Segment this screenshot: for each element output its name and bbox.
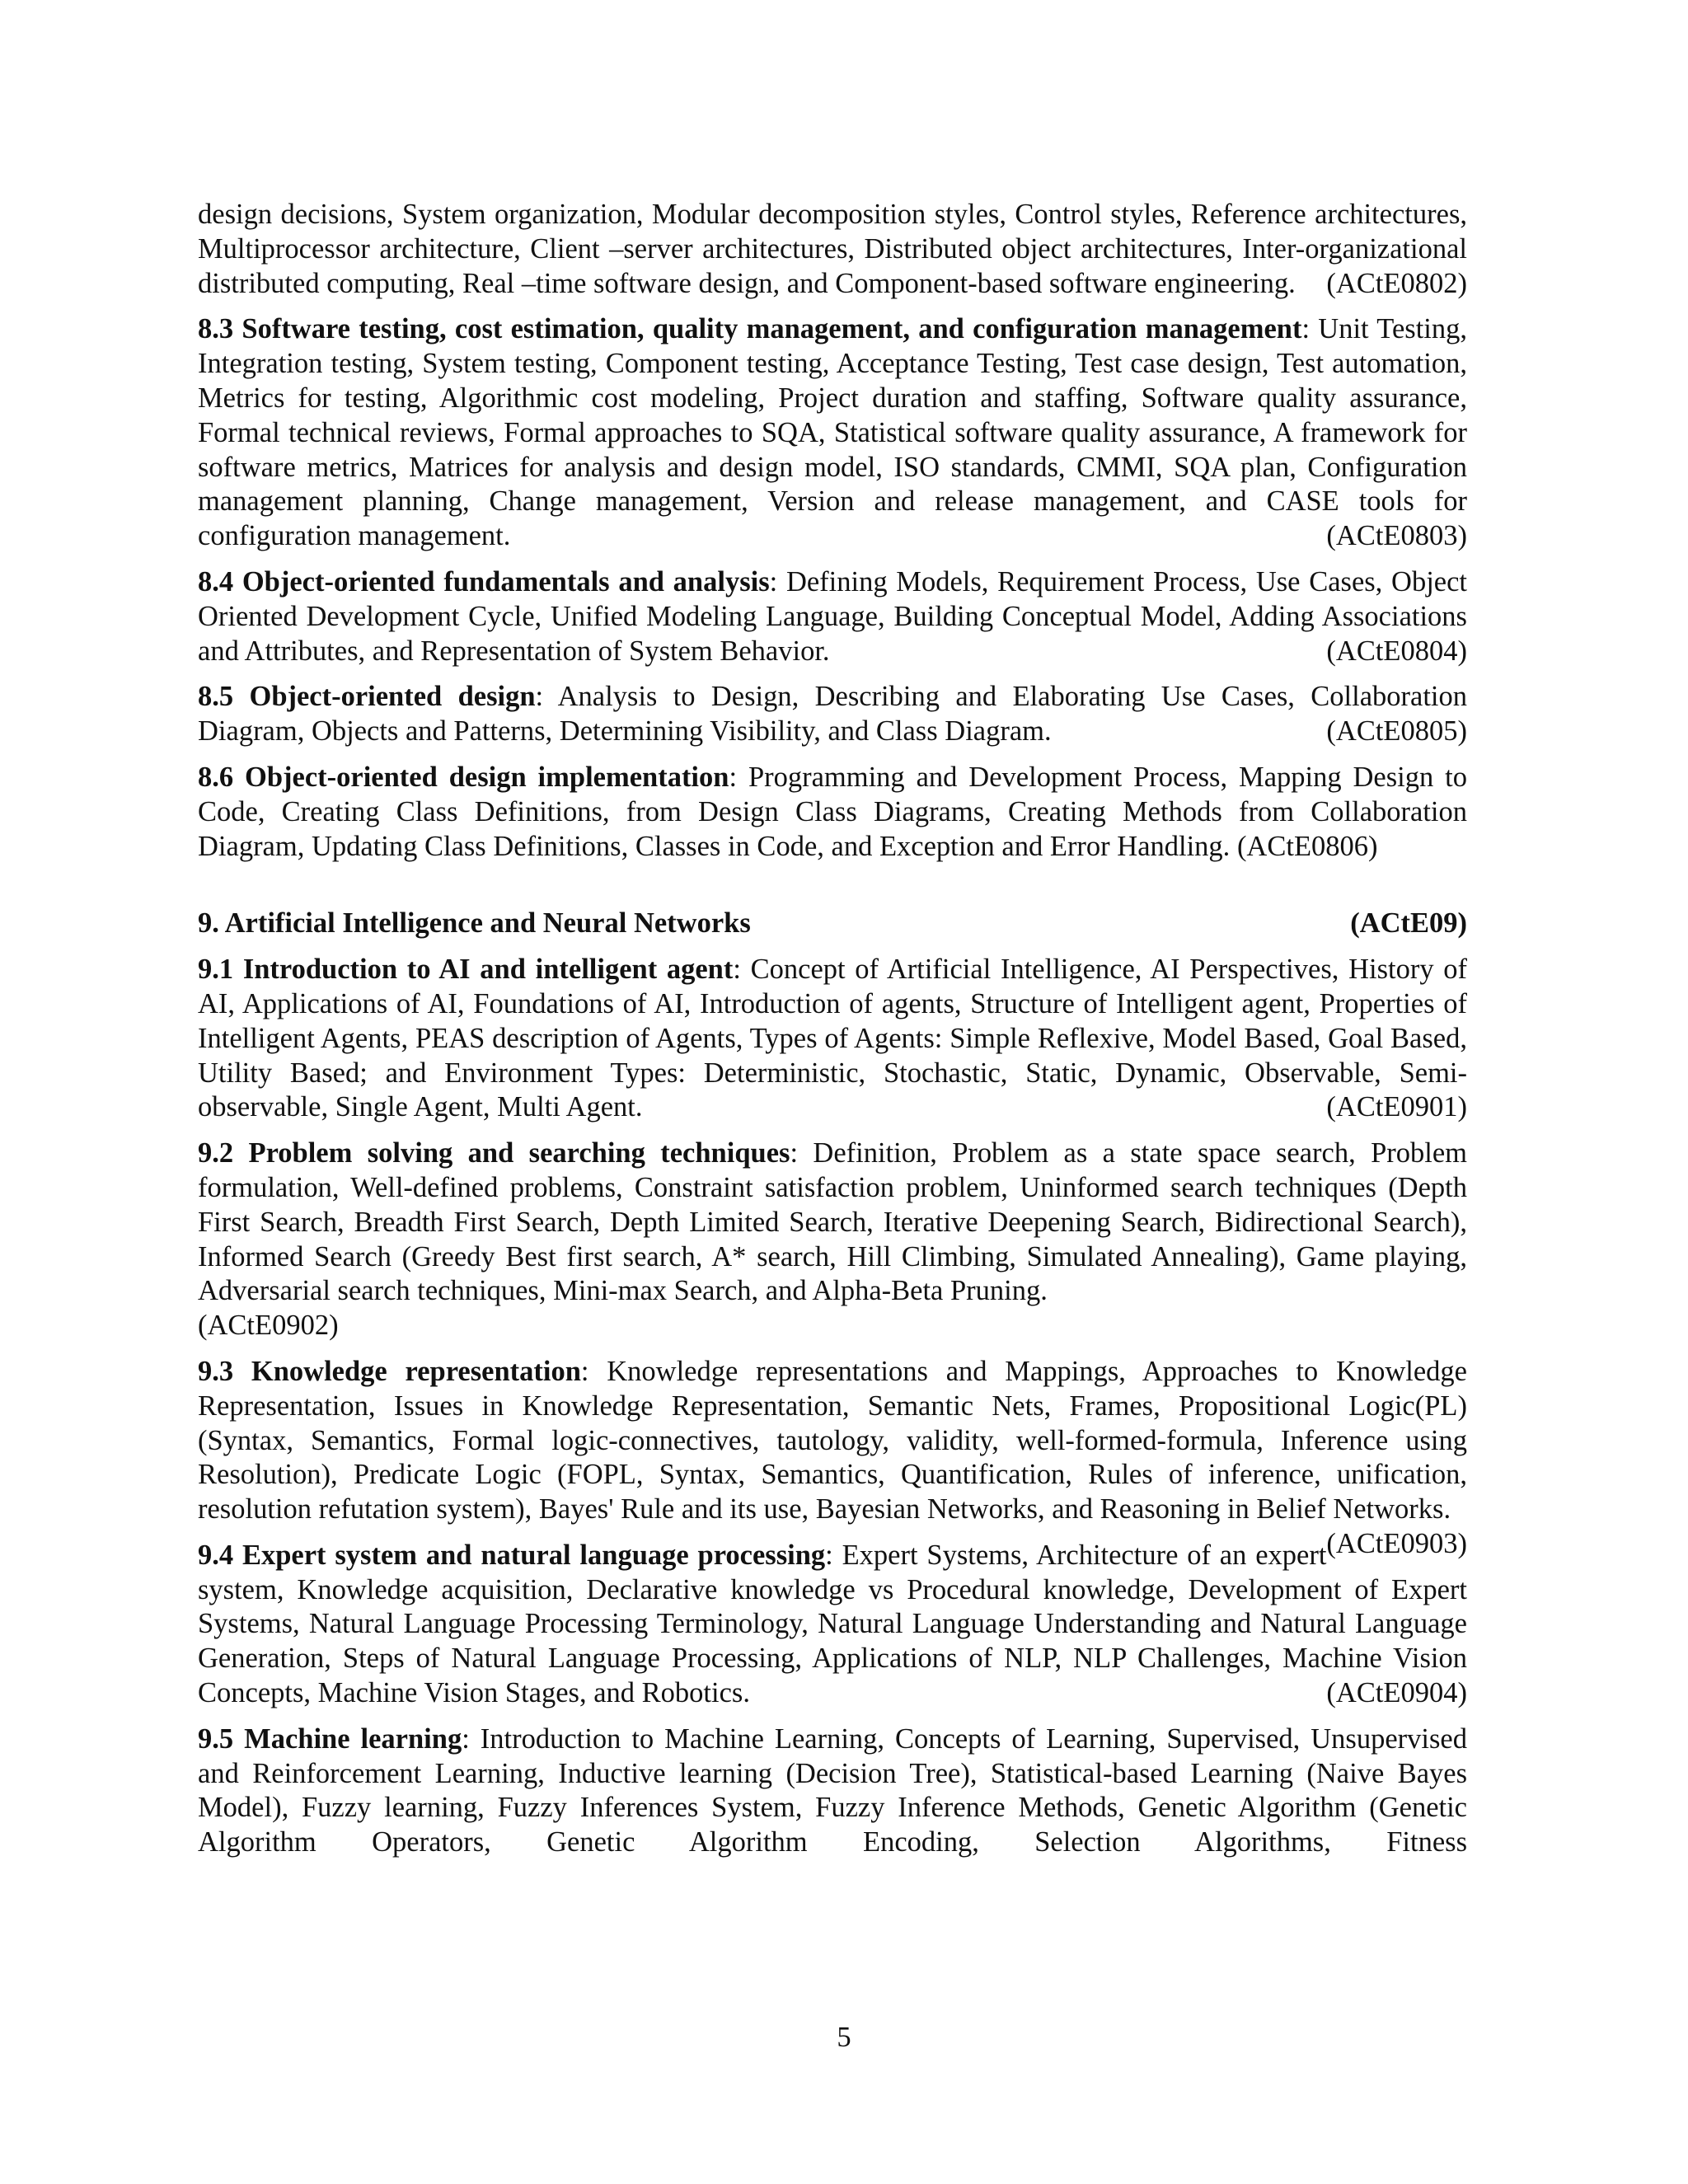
topic-8-5-text: : Analysis to Design, Describing and Elaborating Use Cases, Collaboration Diagram, Objects and Patterns, Determining Visibility, and Class Diagram. — [198, 681, 1468, 748]
topic-9-1-text: : Concept of Artificial Intelligence, AI Perspectives, History of AI, Applications of AI, Foundations of AI, Introduction of agents, Structure of Intelligent agent, Properties of Intelligent Agents, PEAS description of Agents, Types of Agents: Simple Reflexive, Model Based, Goal Based, Utility Based; and Environment Types: Deterministic, Stochastic, Static, Dynamic, Observable, Semi-observable, Single Agent, Multi Agent. — [198, 954, 1467, 1123]
topic-8-3 — [198, 312, 1467, 554]
topic-9-3-code: (ACtE0903) — [1326, 1527, 1467, 1559]
topic-9-4-text: : Expert Systems, Architecture of an expert system, Knowledge acquisition, Declarative knowledge vs Procedural knowledge, Development of Expert Systems, Natural Language Processing Terminology, Natural Language Understanding and Natural Language Generation, Steps of Natural Language Processing, Applications of NLP, NLP Challenges, Machine Vision Concepts, Machine Vision Stages, and Robotics. — [198, 1539, 1467, 1709]
topic-9-2-code: (ACtE0902) — [198, 1310, 339, 1342]
topic-8-6-text: : Programming and Development Process, Mapping Design to Code, Creating Class Definitions, from Design Class Diagrams, Creating Methods from Collaboration Diagram, Updating Class Definitions, Classes in Code, and Exception and Error Handling. — [198, 761, 1467, 862]
topic-9-5 — [198, 1722, 1467, 1860]
topic-9-1-title: 9.1 Introduction to AI and intelligent agent — [198, 954, 734, 986]
topic-8-6-code: (ACtE0806) — [1236, 830, 1378, 862]
topic-8-5 — [198, 680, 1467, 749]
topic-8-4-title: 8.4 Object-oriented fundamentals and analysis — [198, 565, 770, 598]
topic-8-4 — [198, 565, 1467, 668]
document-page — [198, 198, 1467, 1860]
topic-8-6-title: 8.6 Object-oriented design implementation — [198, 761, 729, 793]
topic-9-1 — [198, 953, 1467, 1125]
topic-9-4-title: 9.4 Expert system and natural language processing — [198, 1539, 826, 1571]
section-9-code: (ACtE09) — [1350, 907, 1467, 940]
topic-8-6 — [198, 761, 1467, 864]
topic-8-3-title: 8.3 Software testing, cost estimation, quality management, and configuration management — [198, 313, 1302, 345]
section-9-heading — [198, 907, 1467, 941]
topic-9-1-code: (ACtE0901) — [1326, 1091, 1467, 1123]
topic-9-2-text: : Definition, Problem as a state space search, Problem formulation, Well-defined problems, Constraint satisfaction problem, Uninformed search techniques (Depth First Search, Breadth First Search, Depth Limited Search, Iterative Deepening Search, Bidirectional Search), Informed Search (Greedy Best first search, A* search, Hill Climbing, Simulated Annealing), Game playing, Adversarial search techniques, Mini-max Search, and Alpha-Beta Pruning. — [198, 1137, 1468, 1307]
topic-9-2-title: 9.2 Problem solving and searching techniques — [198, 1137, 790, 1169]
topic-9-2 — [198, 1137, 1467, 1343]
topic-8-5-code: (ACtE0805) — [1326, 715, 1467, 748]
topic-9-4 — [198, 1539, 1467, 1711]
topic-8-3-text: : Unit Testing, Integration testing, System testing, Component testing, Acceptance Testing, Test case design, Test automation, Metrics for testing, Algorithmic cost modeling, Project duration and staffing, Software quality assurance, Formal technical reviews, Formal approaches to SQA, Statistical software quality assurance, A framework for software metrics, Matrices for analysis and design model, ISO standards, CMMI, SQA plan, Configuration management planning, Change management, Version and release management, and CASE tools for configuration management. — [198, 313, 1467, 552]
intro-code: (ACtE0802) — [1326, 267, 1467, 299]
topic-9-5-title: 9.5 Machine learning — [198, 1722, 462, 1755]
topic-8-4-code: (ACtE0804) — [1326, 635, 1467, 667]
topic-9-4-code: (ACtE0904) — [1326, 1677, 1467, 1709]
topic-8-4-text: : Defining Models, Requirement Process, Use Cases, Object Oriented Development Cycle, Unified Modeling Language, Building Conceptual Model, Adding Associations and Attributes, and Representation of System Behavior. — [198, 565, 1467, 667]
topic-9-5-text: : Introduction to Machine Learning, Concepts of Learning, Supervised, Unsupervised and Reinforcement Learning, Inductive learning (Decision Tree), Statistical-based Learning (Naive Bayes Model), Fuzzy learning, Fuzzy Inferences System, Fuzzy Inference Methods, Genetic Algorithm (Genetic Algorithm Operators, Genetic Algorithm Encoding, Selection Algorithms, Fitness — [198, 1722, 1467, 1858]
topic-8-3-code: (ACtE0803) — [1326, 520, 1467, 552]
intro-text: design decisions, System organization, Modular decomposition styles, Control styles, Reference architectures, Multiprocessor architecture, Client –server architectures, Distributed object architectures, Inter-organizational distributed computing, Real –time software design, and Component-based software engineering. — [198, 199, 1467, 299]
section-9-title: 9. Artificial Intelligence and Neural Networks — [198, 907, 751, 940]
topic-8-5-title: 8.5 Object-oriented design — [198, 681, 536, 713]
topic-9-3-text: : Knowledge representations and Mappings, Approaches to Knowledge Representation, Issues in Knowledge Representation, Semantic Nets, Frames, Propositional Logic(PL) (Syntax, Semantics, Formal logic-connectives, tautology, validity, well-formed-formula, Inference using Resolution), Predicate Logic (FOPL, Syntax, Semantics, Quantification, Rules of inference, unification, resolution refutation system), Bayes' Rule and its use, Bayesian Networks, and Reasoning in Belief Networks. — [198, 1355, 1467, 1526]
page-number: 5 — [837, 2022, 851, 2053]
intro-paragraph — [198, 198, 1467, 301]
topic-9-3-title: 9.3 Knowledge representation — [198, 1355, 581, 1387]
